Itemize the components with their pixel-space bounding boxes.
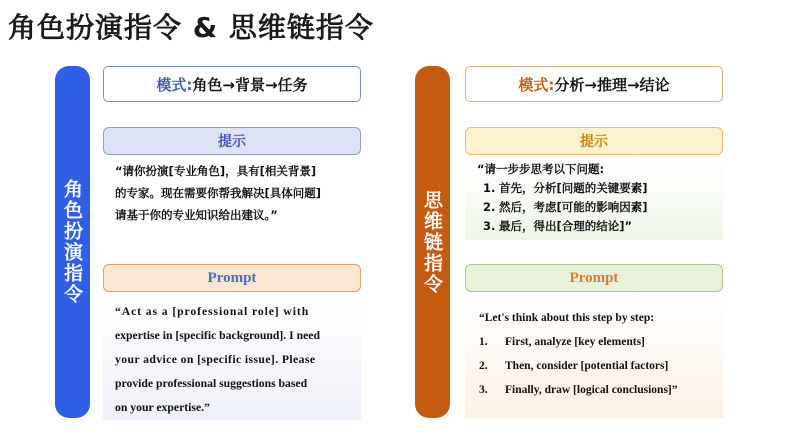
cot-side-bar: [415, 66, 450, 418]
cot-prompt-item-text: Then, consider [potential factors]: [505, 360, 669, 372]
cot-prompt-item-text: First, analyze [key elements]: [505, 336, 645, 348]
cot-hint-item-text: 然后，考虑[可能的影响因素]: [499, 200, 648, 214]
role-play-prompt-line: on your expertise.”: [115, 401, 210, 414]
cot-mode-box: [465, 66, 723, 102]
role-play-hint-line: 的专家。现在需要你帮我解决[具体问题]: [115, 186, 322, 200]
cot-hint-item-num: 3.: [483, 219, 496, 233]
cot-prompt-item-text: Finally, draw [logical conclusions]”: [505, 384, 678, 396]
role-play-mode-label: 模式:: [156, 75, 193, 94]
role-play-prompt-line: “Act as a [professional role] with: [115, 305, 310, 318]
cot-mode-value: 分析→推理→结论: [554, 75, 670, 94]
cot-prompt-item: [479, 330, 717, 354]
cot-hint-item-text: 首先，分析[问题的关键要素]: [499, 181, 648, 195]
role-play-hint-header: 提示: [103, 127, 361, 155]
cot-prompt-body: [465, 292, 723, 418]
role-play-prompt-header: Prompt: [103, 264, 361, 292]
cot-prompt-item-num: 1.: [479, 336, 488, 348]
cot-hint-item: [477, 217, 717, 236]
role-play-hint-line: 请基于你的专业知识给出建议。”: [115, 208, 278, 222]
cot-hint-item-num: 1.: [483, 181, 496, 195]
cot-hint-item: [477, 198, 717, 217]
cot-hint-intro: “请一步步思考以下问题:: [477, 162, 605, 176]
role-play-side-bar: [55, 66, 90, 418]
cot-prompt-item: [479, 378, 717, 402]
cot-prompt-item: [479, 354, 717, 378]
page-title: 角色扮演指令 & 思维链指令: [8, 11, 374, 44]
cot-prompt-item-num: 2.: [479, 360, 488, 372]
cot-mode-label: 模式:: [518, 75, 555, 94]
cot-prompt-header: Prompt: [465, 264, 723, 292]
cot-side-label: 思维链指令: [421, 189, 443, 295]
cot-hint-body: [465, 156, 723, 240]
role-play-mode-box: [103, 66, 361, 102]
role-play-hint-body: [103, 156, 361, 242]
cot-prompt-item-num: 3.: [479, 384, 488, 396]
cot-prompt-intro: “Let's think about this step by step:: [479, 312, 655, 324]
role-play-mode-value: 角色→背景→任务: [192, 75, 308, 94]
role-play-prompt-body: [103, 292, 361, 420]
role-play-prompt-line: your advice on [specific issue]. Please: [115, 353, 316, 366]
role-play-side-label: 角色扮演指令: [61, 179, 83, 305]
cot-hint-item: [477, 179, 717, 198]
cot-hint-header: 提示: [465, 127, 723, 155]
cot-hint-item-text: 最后，得出[合理的结论]”: [499, 219, 633, 233]
role-play-prompt-line: expertise in [specific background]. I need: [115, 329, 320, 342]
role-play-prompt-line: provide professional suggestions based: [115, 377, 308, 390]
role-play-hint-line: “请你扮演[专业角色]，具有[相关背景]: [115, 164, 317, 178]
cot-hint-item-num: 2.: [483, 200, 496, 214]
